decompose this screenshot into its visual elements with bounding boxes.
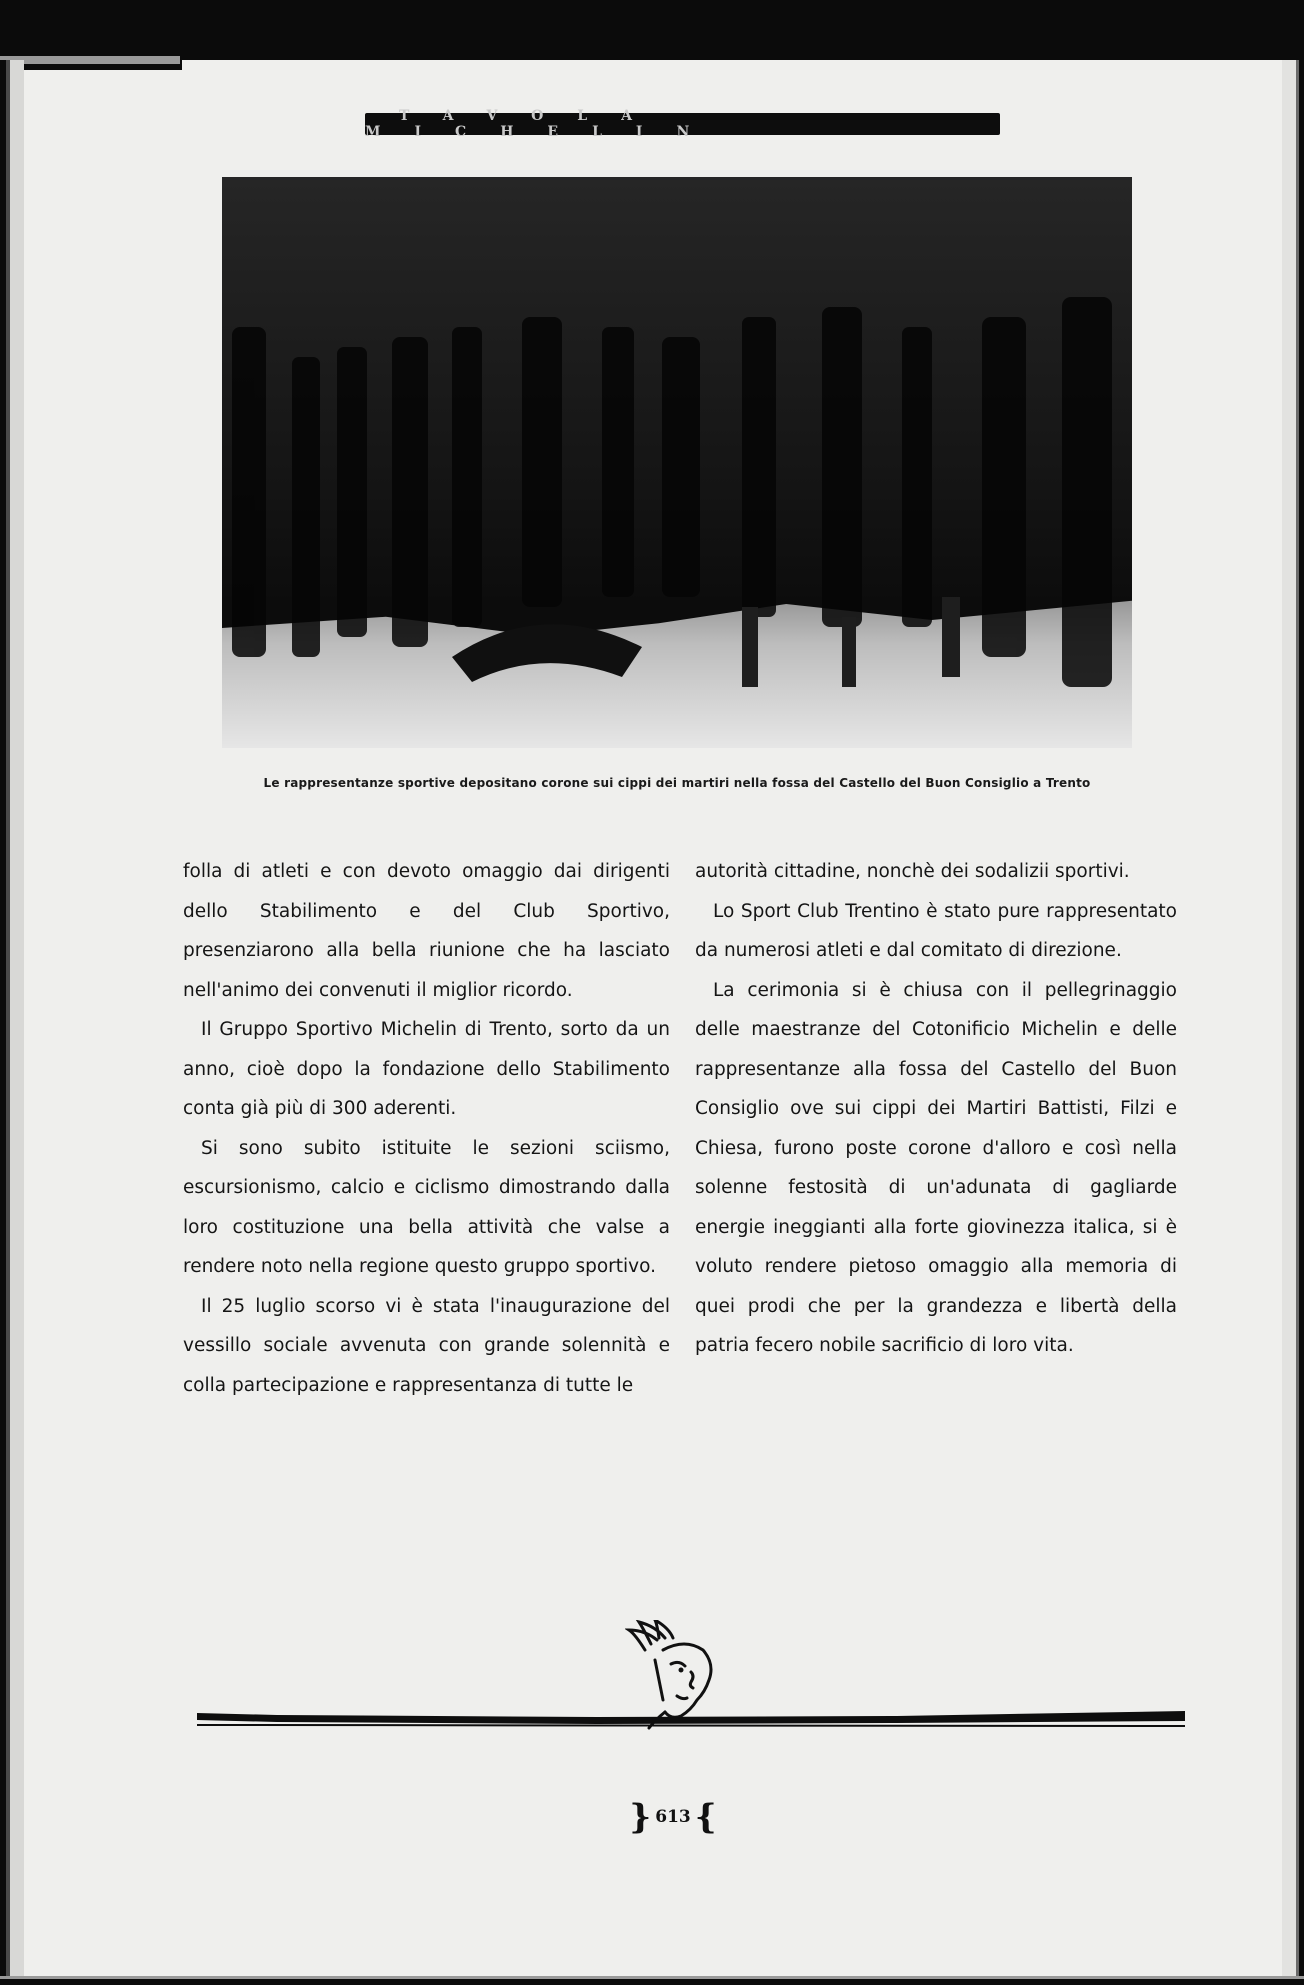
- ceremony-photo: [222, 177, 1132, 748]
- footer-rule: [197, 1707, 1185, 1731]
- left-paragraph-1: folla di atleti e con devoto omaggio dai dirigenti dello Stabilimento e del Club Sportivo, presenziarono alla bella riunione che ha lasciato nell'animo dei convenuti il miglior ricordo.: [183, 861, 670, 1001]
- scan-top-border: [0, 0, 1304, 60]
- scan-left-border: [0, 60, 24, 1985]
- right-paragraph-3: La cerimonia si è chiusa con il pellegrinaggio delle maestranze del Cotonificio Michelin e delle rappresentanze alla fossa del Castello del Buon Consiglio ove sui cippi dei Martiri Battisti, Filzi e Chiesa, furono poste corone d'alloro e così nella solenne festosità di un'adunata di gagliarde energie ineggianti alla forte giovinezza italica, si è voluto rendere pietoso omaggio alla memoria di quei prodi che per la grandezza e libertà della patria fecero nobile sacrificio di loro vita.: [695, 979, 1177, 1356]
- page-header-band: [365, 108, 1000, 140]
- scan-bottom-border: [0, 1965, 1304, 1985]
- page-number-group: [598, 1797, 748, 1837]
- page-number: 613: [655, 1807, 691, 1827]
- article-left-column: [183, 852, 670, 1405]
- page-header-title: TAVOLA MICHELIN: [365, 108, 724, 140]
- photo-figures: [222, 177, 1132, 748]
- right-paragraph-1: autorità cittadine, nonchè dei sodalizii sportivi.: [695, 861, 1130, 882]
- right-brace-ornament: {: [694, 1797, 717, 1837]
- left-paragraph-4: Il 25 luglio scorso vi è stata l'inaugurazione del vessillo sociale avvenuta con grande solennità e colla partecipazione e rappresentanza di tutte le: [183, 1295, 670, 1396]
- scan-right-border: [1282, 60, 1304, 1985]
- article-right-column: [695, 852, 1177, 1366]
- left-paragraph-2: Il Gruppo Sportivo Michelin di Trento, sorto da un anno, cioè dopo la fondazione dello Stabilimento conta già più di 300 aderenti.: [183, 1019, 670, 1119]
- right-paragraph-2: Lo Sport Club Trentino è stato pure rappresentato da numerosi atleti e dal comitato di direzione.: [695, 900, 1177, 961]
- scan-top-notch: [0, 0, 182, 70]
- photo-caption: Le rappresentanze sportive depositano corone sui cippi dei martiri nella fossa del Castello del Buon Consiglio a Trento: [263, 776, 1091, 790]
- left-paragraph-3: Si sono subito istituite le sezioni sciismo, escursionismo, calcio e ciclismo dimostrando dalla loro costituzione una bella attività che valse a rendere noto nella regione questo gruppo sportivo.: [183, 1137, 670, 1277]
- left-brace-ornament: }: [629, 1797, 652, 1837]
